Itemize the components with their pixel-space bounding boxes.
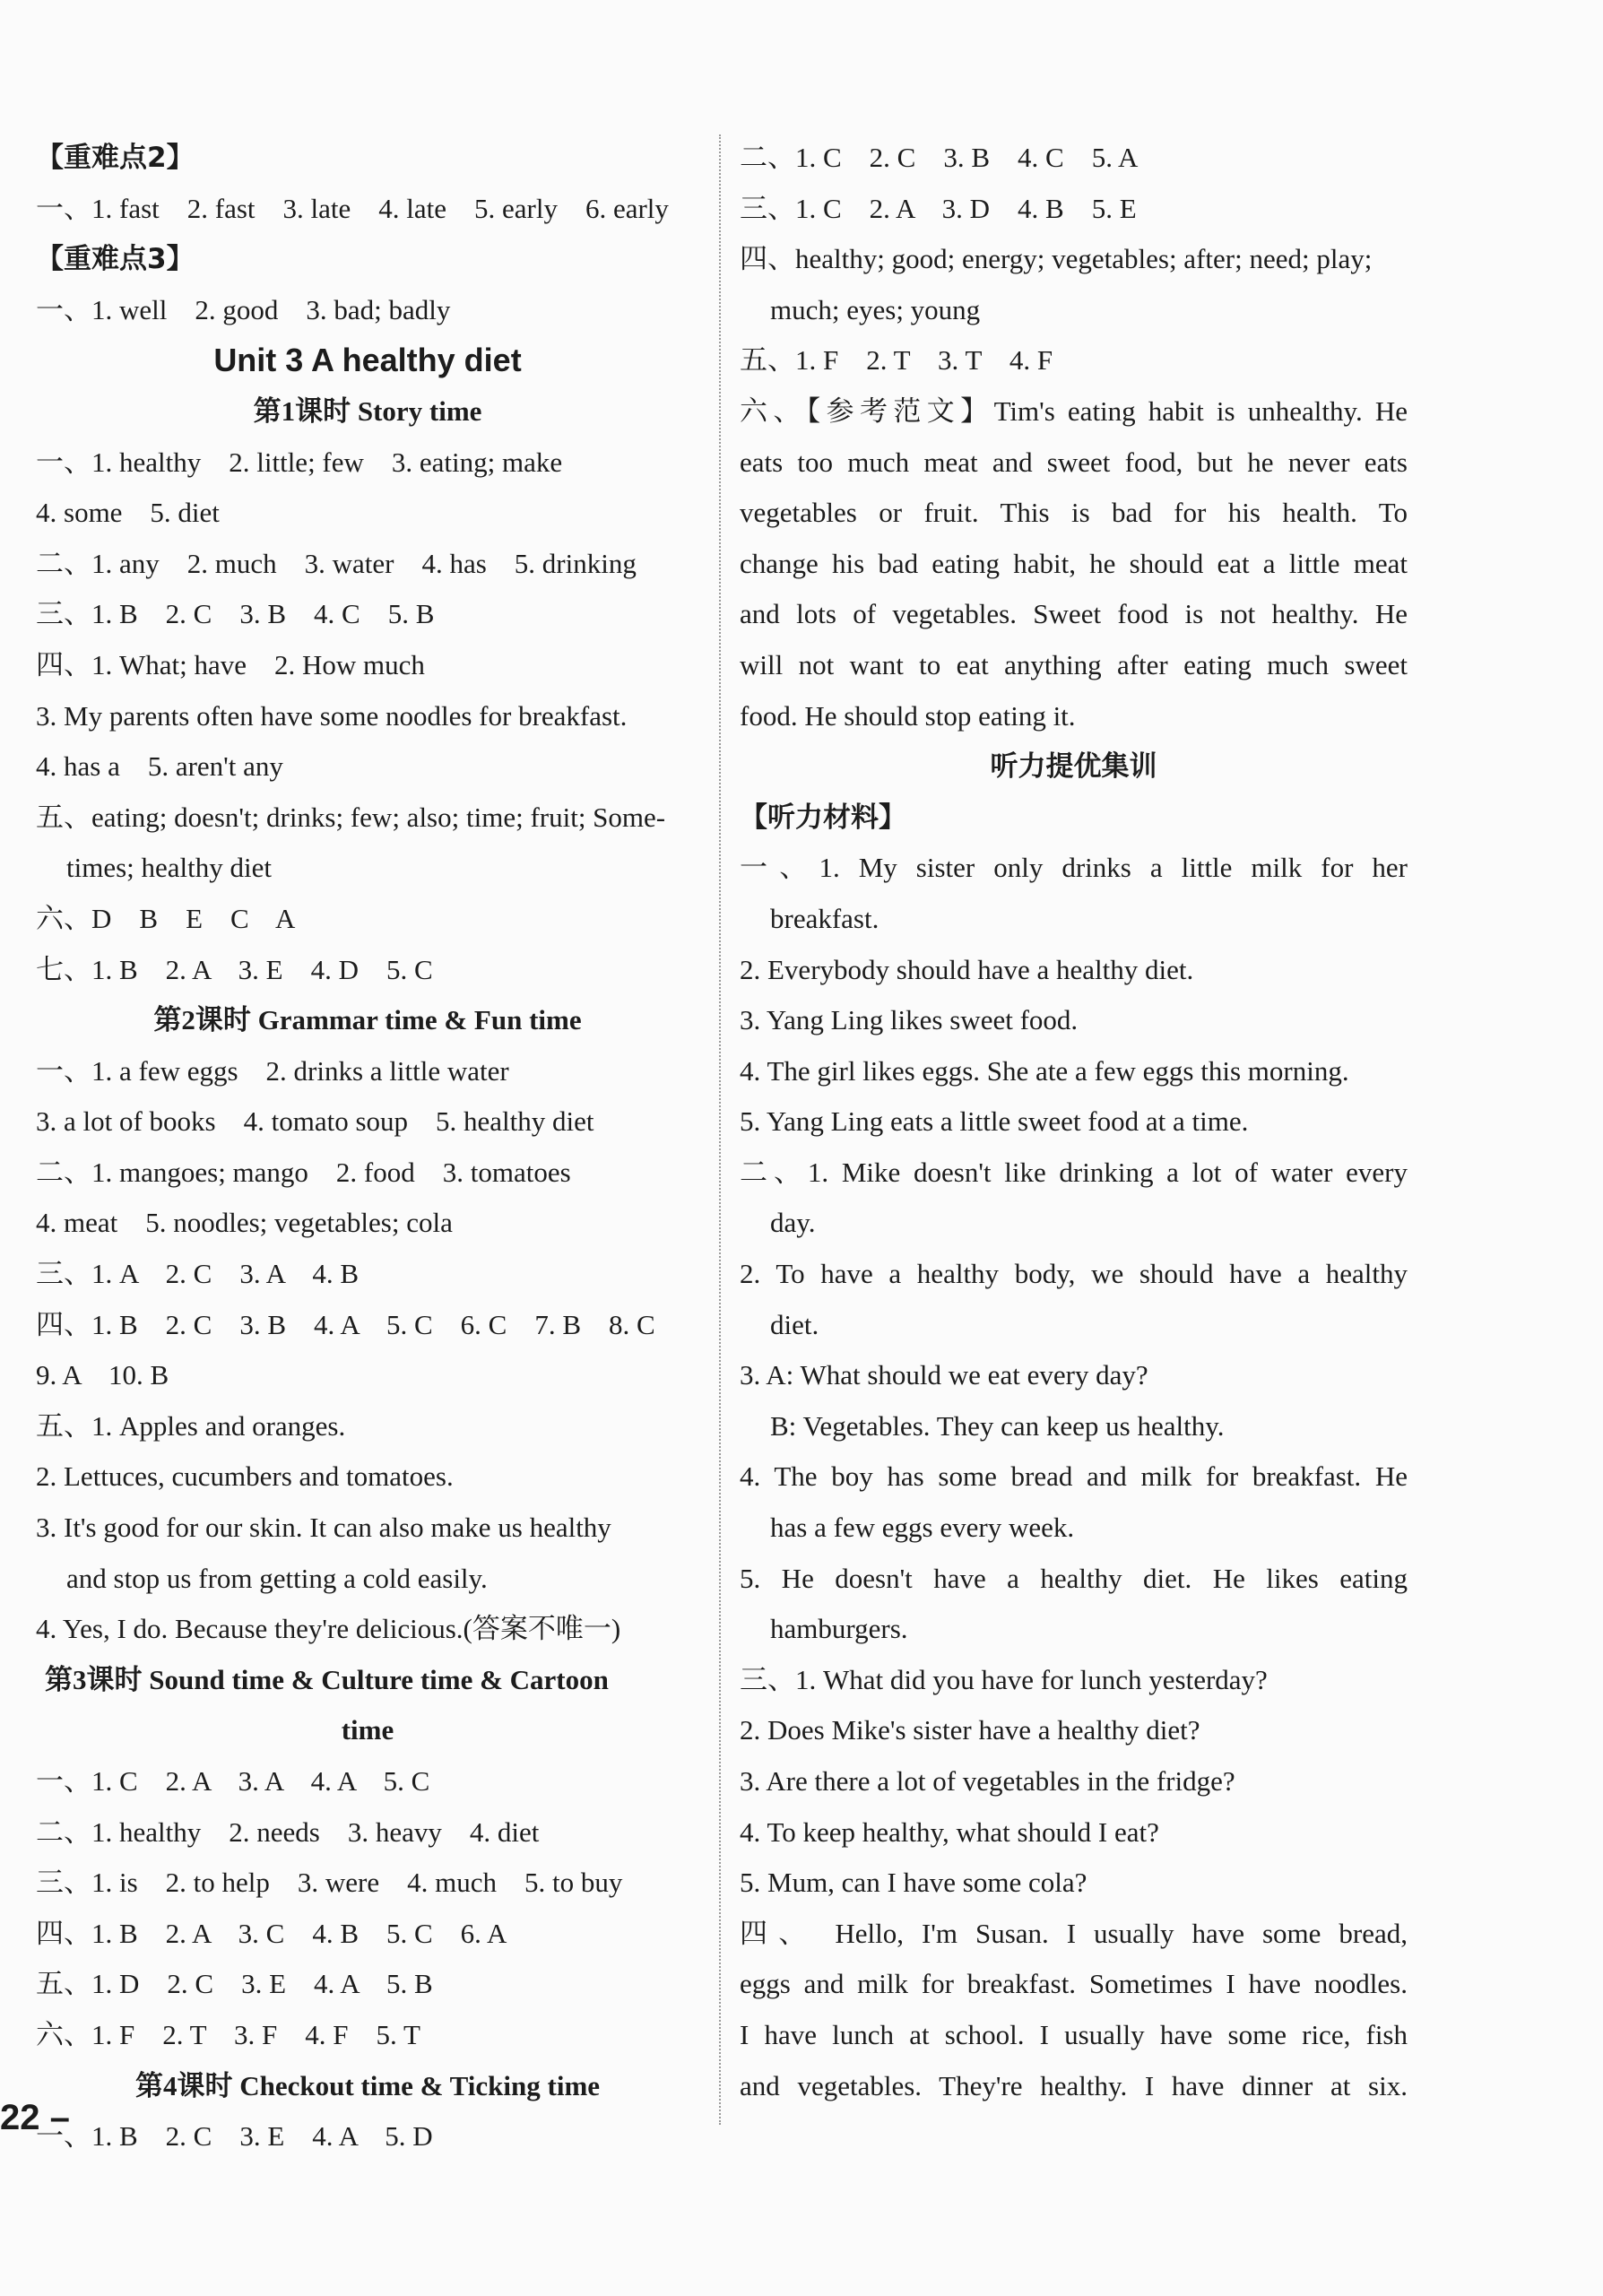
- answer-line: 3. Are there a lot of vegetables in the fridge?: [740, 1765, 1235, 1797]
- answer-line: 3. A: What should we eat every day?: [740, 1359, 1148, 1391]
- answer-line: 一、1. C 2. A 3. A 4. A 5. C: [36, 1765, 430, 1797]
- answer-line: B: Vegetables. They can keep us healthy.: [770, 1409, 1225, 1442]
- answer-line: 9. A 10. B: [36, 1359, 169, 1391]
- answer-line: 二、1. C 2. C 3. B 4. C 5. A: [740, 142, 1139, 173]
- answer-line: 三、1. What did you have for lunch yesterday?: [740, 1663, 1268, 1695]
- answer-line: 四、healthy; good; energy; vegetables; after; need; play;: [740, 243, 1373, 275]
- right-column: [740, 133, 1408, 2111]
- answer-line: 二、1. any 2. much 3. water 4. has 5. drinking: [36, 547, 637, 579]
- lesson-title: 第1课时 Story time: [253, 394, 482, 427]
- text-line: will not want to eat anything after eating much sweet: [740, 648, 1408, 680]
- answer-line: 三、1. A 2. C 3. A 4. B: [36, 1258, 359, 1290]
- text-line: and vegetables. They're healthy. I have dinner at six.: [740, 2069, 1408, 2101]
- answer-line: 2. Does Mike's sister have a healthy diet?: [740, 1714, 1200, 1746]
- text-line: I have lunch at school. I usually have some rice, fish: [740, 2018, 1408, 2050]
- text-line: 一、1. My sister only drinks a little milk for her: [740, 852, 1408, 884]
- answer-line: breakfast.: [770, 902, 879, 934]
- answer-line: 七、1. B 2. A 3. E 4. D 5. C: [36, 953, 433, 985]
- text-line: 四、 Hello, I'm Susan. I usually have some bread,: [740, 1917, 1408, 1949]
- text-line: 5. He doesn't have a healthy diet. He likes eating: [740, 1562, 1408, 1594]
- answer-line: 三、1. B 2. C 3. B 4. C 5. B: [36, 598, 435, 630]
- answer-line: 一、1. healthy 2. little; few 3. eating; make: [36, 446, 563, 478]
- answer-line: much; eyes; young: [770, 293, 981, 325]
- answer-line: diet.: [770, 1308, 819, 1340]
- section-title: 听力提优集训: [990, 750, 1157, 784]
- column-divider: [719, 134, 721, 2125]
- answer-line: 四、1. What; have 2. How much: [36, 648, 425, 680]
- answer-line: 3. My parents often have some noodles for breakfast.: [36, 699, 628, 732]
- answer-line: 四、1. B 2. A 3. C 4. B 5. C 6. A: [36, 1917, 507, 1949]
- text-line: change his bad eating habit, he should eat a little meat: [740, 547, 1408, 579]
- answer-line: food. He should stop eating it.: [740, 699, 1076, 732]
- answer-line: has a few eggs every week.: [770, 1512, 1075, 1544]
- lesson-title: 第2课时 Grammar time & Fun time: [153, 1004, 582, 1036]
- answer-line: 四、1. B 2. C 3. B 4. A 5. C 6. C 7. B 8. C: [36, 1308, 655, 1340]
- answer-line: 五、1. Apples and oranges.: [36, 1409, 346, 1442]
- answer-line: hamburgers.: [770, 1613, 908, 1645]
- section-heading: 【重难点3】: [36, 243, 195, 276]
- text-line: 六、【参考范文】Tim's eating habit is unhealthy. He: [740, 394, 1408, 427]
- answer-line: 三、1. C 2. A 3. D 4. B 5. E: [740, 192, 1137, 224]
- answer-line: 3. a lot of books 4. tomato soup 5. healthy diet: [36, 1105, 594, 1138]
- answer-line: 4. To keep healthy, what should I eat?: [740, 1815, 1159, 1848]
- answer-line: times; healthy diet: [66, 852, 273, 884]
- answer-line: 一、1. a few eggs 2. drinks a little water: [36, 1054, 509, 1087]
- answer-line: 二、1. mangoes; mango 2. food 3. tomatoes: [36, 1156, 571, 1188]
- answer-line: 三、1. is 2. to help 3. were 4. much 5. to buy: [36, 1867, 623, 1899]
- answer-line: and stop us from getting a cold easily.: [66, 1562, 488, 1594]
- section-heading: 【听力材料】: [740, 801, 906, 834]
- text-line: vegetables or fruit. This is bad for his health. To: [740, 497, 1408, 529]
- answer-line: 一、1. fast 2. fast 3. late 4. late 5. early 6. early: [36, 192, 669, 224]
- text-line: 二、1. Mike doesn't like drinking a lot of water every: [740, 1156, 1408, 1188]
- answer-line: 4. has a 5. aren't any: [36, 750, 283, 783]
- text-line: 4. The boy has some bread and milk for breakfast. He: [740, 1460, 1408, 1493]
- answer-line: 4. Yes, I do. Because they're delicious.(答案不唯一): [36, 1613, 621, 1645]
- answer-line: day.: [770, 1207, 816, 1239]
- text-line: eggs and milk for breakfast. Sometimes I have noodles.: [740, 1968, 1408, 2000]
- text-line: and lots of vegetables. Sweet food is not healthy. He: [740, 598, 1408, 630]
- page-number: 22 –: [0, 2098, 70, 2137]
- left-column: [36, 133, 699, 2162]
- lesson-title: time: [341, 1714, 394, 1746]
- section-heading: 【重难点2】: [36, 142, 195, 174]
- answer-line: 5. Yang Ling eats a little sweet food at a time.: [740, 1105, 1249, 1138]
- lesson-title: 第3课时 Sound time & Culture time & Cartoon: [45, 1663, 609, 1695]
- answer-line: 一、1. B 2. C 3. E 4. A 5. D: [36, 2120, 433, 2153]
- answer-line: 2. Lettuces, cucumbers and tomatoes.: [36, 1460, 454, 1493]
- lesson-title: 第4课时 Checkout time & Ticking time: [134, 2069, 601, 2101]
- answer-line: 五、1. D 2. C 3. E 4. A 5. B: [36, 1968, 433, 2000]
- text-line: 2. To have a healthy body, we should have a healthy: [740, 1258, 1408, 1290]
- answer-line: 4. meat 5. noodles; vegetables; cola: [36, 1207, 453, 1239]
- unit-title: Unit 3 A healthy diet: [213, 342, 522, 379]
- answer-line: 五、1. F 2. T 3. T 4. F: [740, 344, 1053, 377]
- answer-line: 二、1. healthy 2. needs 3. heavy 4. diet: [36, 1815, 540, 1848]
- answer-line: 3. It's good for our skin. It can also make us healthy: [36, 1512, 611, 1544]
- answer-line: 4. The girl likes eggs. She ate a few eggs this morning.: [740, 1054, 1349, 1087]
- answer-line: 五、eating; doesn't; drinks; few; also; time; fruit; Some-: [36, 801, 666, 833]
- answer-line: 一、1. well 2. good 3. bad; badly: [36, 293, 451, 325]
- text-line: eats too much meat and sweet food, but he never eats: [740, 446, 1408, 478]
- answer-line: 5. Mum, can I have some cola?: [740, 1867, 1087, 1899]
- answer-line: 2. Everybody should have a healthy diet.: [740, 953, 1194, 985]
- answer-line: 4. some 5. diet: [36, 497, 220, 529]
- answer-line: 六、1. F 2. T 3. F 4. F 5. T: [36, 2018, 420, 2050]
- answer-line: 3. Yang Ling likes sweet food.: [740, 1004, 1079, 1036]
- answer-line: 六、D B E C A: [36, 902, 296, 934]
